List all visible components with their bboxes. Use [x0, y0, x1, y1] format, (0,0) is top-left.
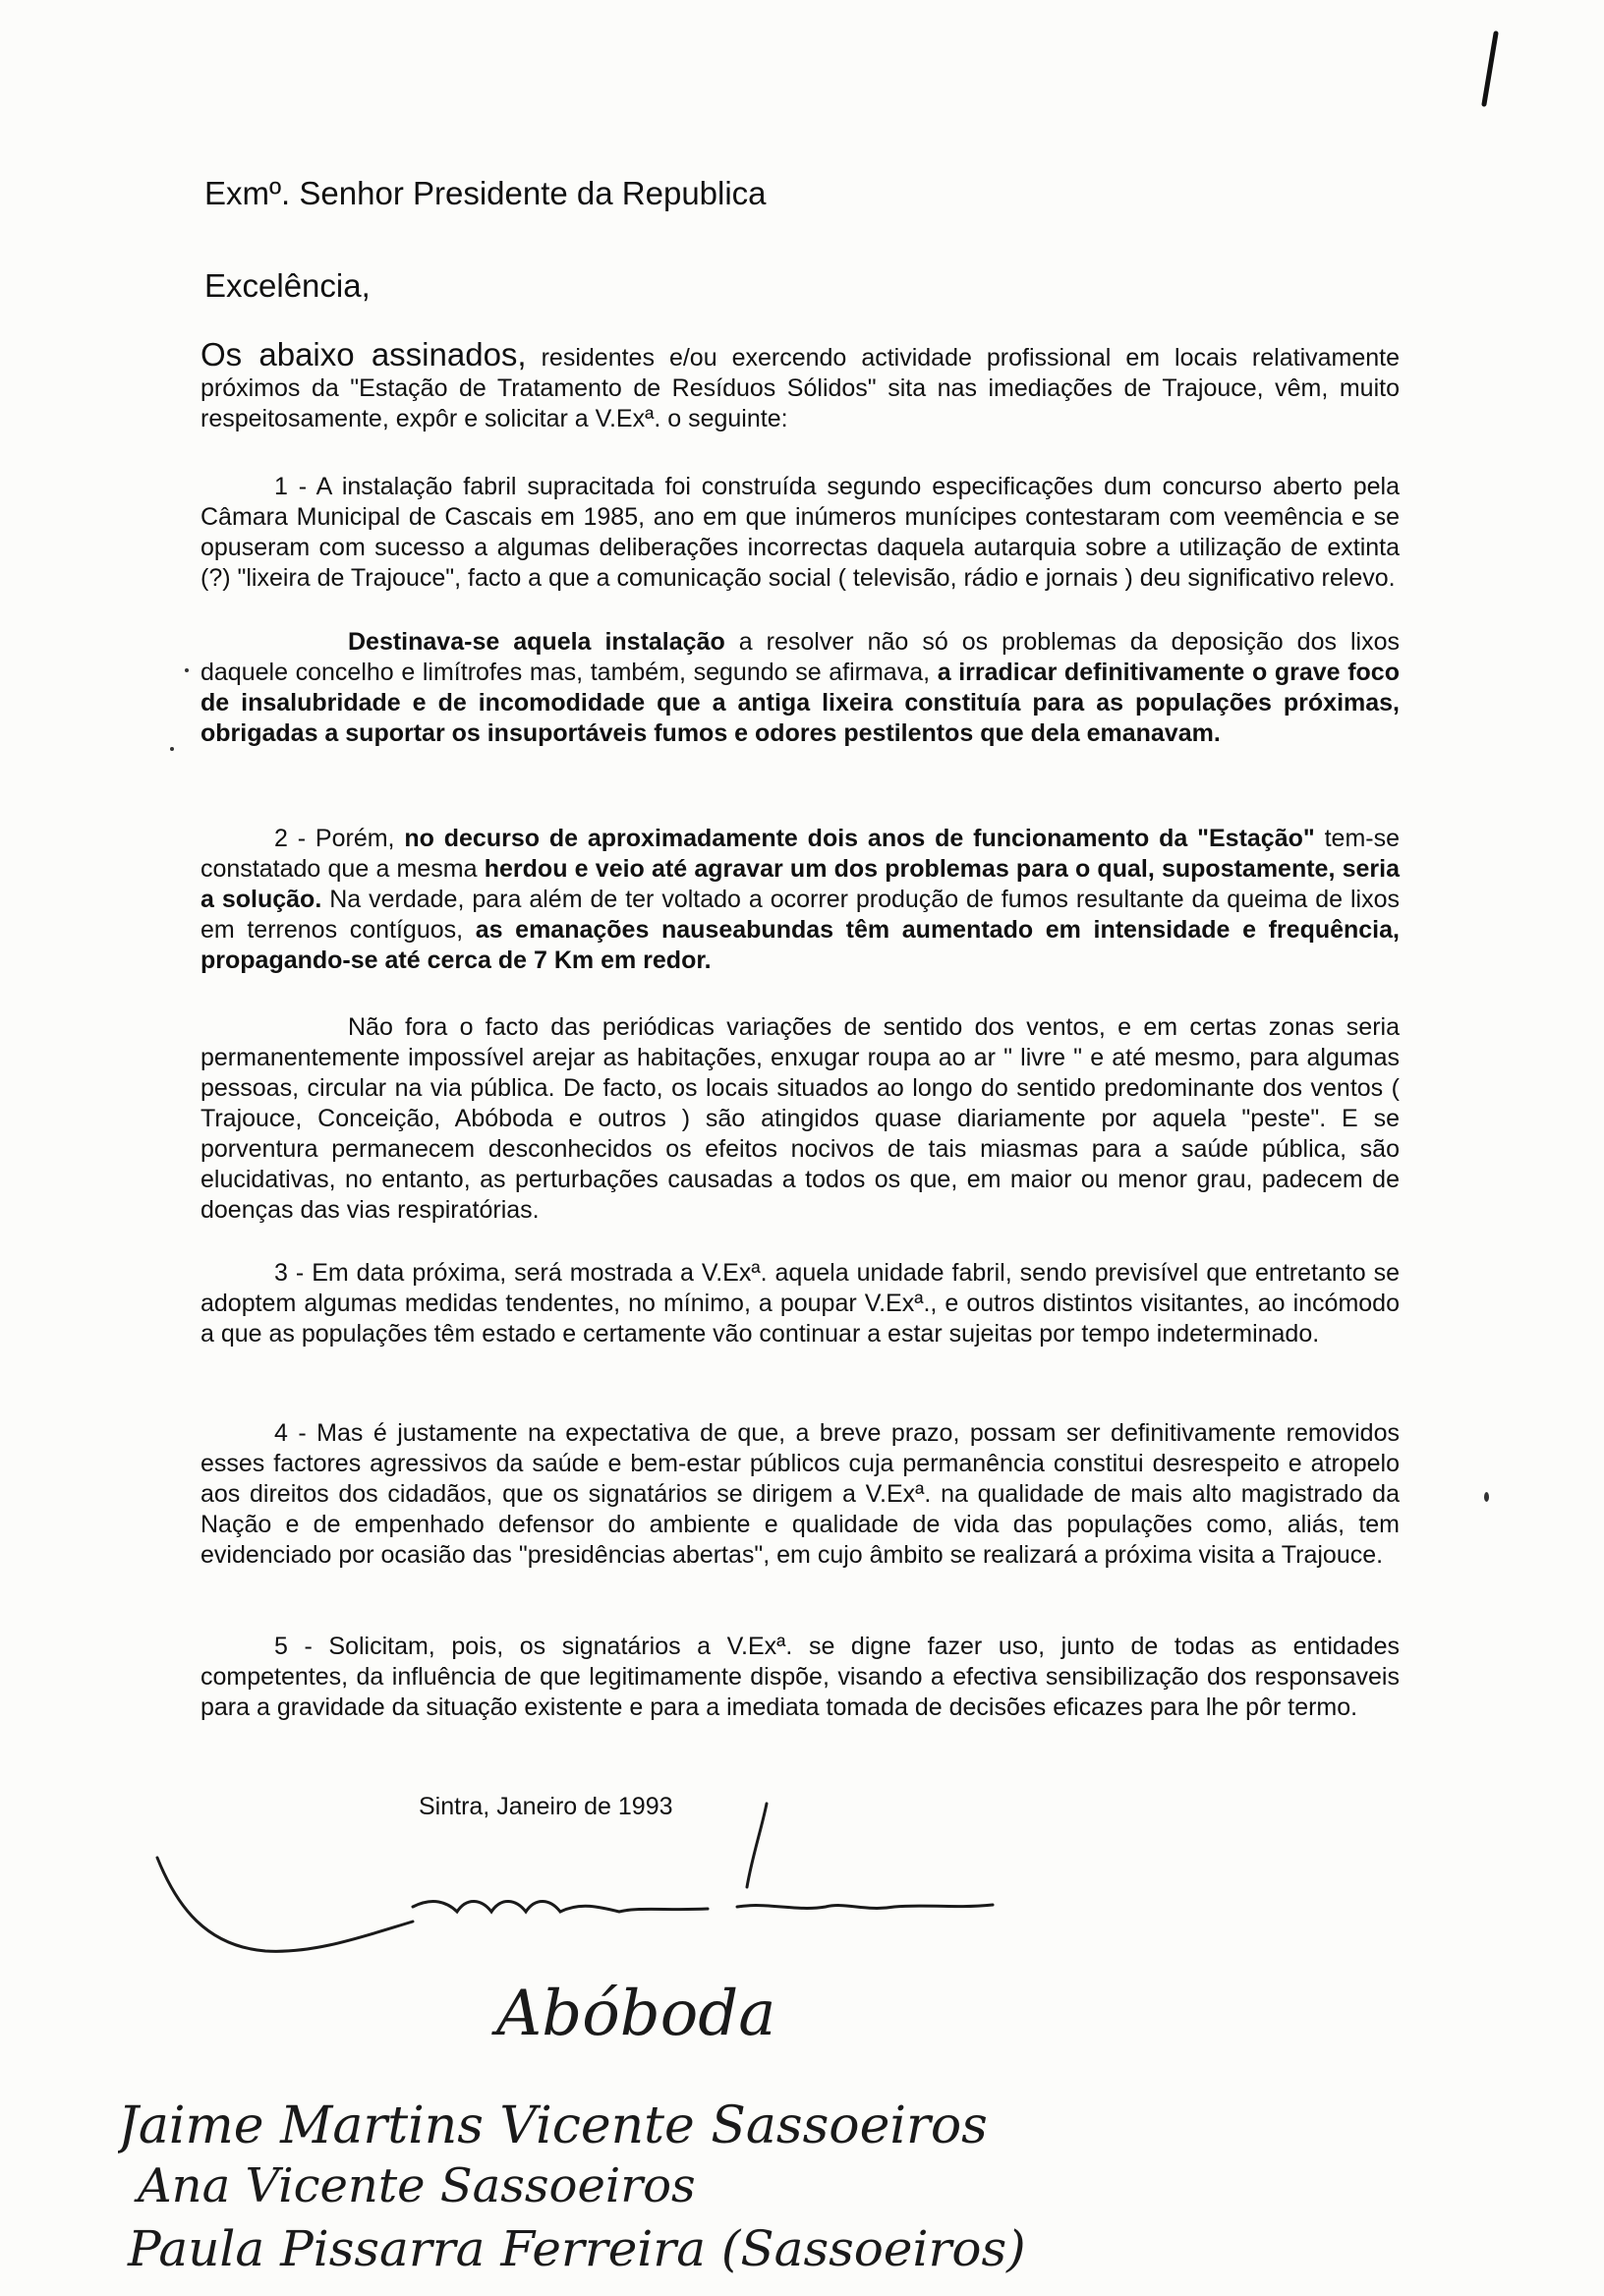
paragraph-2 [200, 824, 1400, 976]
paragraph-1 [200, 472, 1400, 594]
signature-2: Jaime Martins Vicente Sassoeiros [118, 2096, 988, 2155]
signature-3: Ana Vicente Sassoeiros [138, 2158, 696, 2213]
paragraph-3-text: 3 - Em data próxima, será mostrada a V.Exª. aquela unidade fabril, sendo previsível que entretanto se adoptem algumas medidas tendentes, no mínimo, a poupar V.Exª., e outros distintos visitantes, ao incómodo a que as populações têm estado e certamente vão continuar a estar sujeitas por tempo indeterminado. [200, 1259, 1400, 1348]
corner-pen-mark [1474, 29, 1504, 108]
p2-bold-2: herdou e veio até agravar um dos problemas para o qual, supostamente, seria a solução. [200, 855, 1401, 913]
intro-paragraph [200, 336, 1401, 434]
place-date: Sintra, Janeiro de 1993 [419, 1793, 673, 1820]
paragraph-4 [200, 1418, 1400, 1571]
paragraph-4-text: 4 - Mas é justamente na expectativa de que, a breve prazo, possam ser definitivamente removidos esses factores agressivos da saúde e bem-estar públicos cuja permanência constitui desrespeito e atropelo aos direitos dos cidadãos, que os signatários se dirigem a V.Exª. na qualidade de mais alto magistrado da Nação e de empenhado defensor do ambiente e qualidade de vida das populações como, aliás, tem evidenciado por ocasião das "presidências abertas", em cujo âmbito se realizará a próxima visita a Trajouce. [200, 1419, 1400, 1569]
p1b-bold-2: a irradicar definitivamente o grave foco de insalubridade e de incomodidade que a antiga lixeira constituía para as populações próximas, obrigadas a suportar os insuportáveis fumos e odores pestilentos que dela emanavam. [200, 659, 1400, 747]
p2-text-2: tem-se constatado que a mesma [200, 825, 1401, 883]
signature-block [118, 1710, 1238, 2280]
p2-text-1: 2 - Porém, [274, 825, 395, 852]
intro-text: residentes e/ou exercendo actividade profissional em locais relativamente próximos da "Estação de Tratamento de Resíduos Sólidos" sita nas imediações de Trajouce, vêm, muito respeitosamente, expôr e solicitar a V.Exª. o seguinte: [200, 344, 1401, 432]
p2-bold-1: no decurso de aproximadamente dois anos de funcionamento da "Estação" [404, 825, 1315, 852]
scan-speck [185, 668, 189, 672]
intro-lead: Os abaixo assinados, [200, 336, 527, 373]
p2-text-3: Na verdade, para além de ter voltado a ocorrer produção de fumos resultante da queima de lixos em terrenos contíguos, [200, 886, 1401, 944]
scan-speck [1484, 1492, 1489, 1502]
paragraph-2-continued [200, 1012, 1400, 1226]
p1b-bold-1: Destinava-se aquela instalação [348, 628, 725, 656]
paragraph-1-continued [200, 627, 1400, 749]
paragraph-3 [200, 1258, 1400, 1349]
signature-scrawl [157, 1804, 993, 1951]
paragraph-1-text: 1 - A instalação fabril supracitada foi construída segundo especificações dum concurso aberto pela Câmara Municipal de Cascais em 1985, ano em que inúmeros munícipes contestaram com veemência e se opuseram com sucesso a algumas deliberações incorrectas daquela autarquia sobre a utilização de extinta (?) "lixeira de Trajouce", facto a que a comunicação social ( televisão, rádio e jornais ) deu significativo relevo. [200, 473, 1400, 592]
greeting: Excelência, [204, 267, 371, 304]
salutation: Exmº. Senhor Presidente da Republica [204, 175, 767, 211]
signature-1: Abóboda [496, 1978, 776, 2050]
scan-speck [170, 747, 174, 751]
p2b-text: Não fora o facto das periódicas variações de sentido dos ventos, e em certas zonas seria permanentemente impossível arejar as habitações, enxugar roupa ao ar " livre " e até mesmo, para algumas pessoas, circular na via pública. De facto, os locais situados ao longo do sentido predominante dos ventos ( Trajouce, Conceição, Abóboda e outros ) são atingidos quase diariamente por aquela "peste". E se porventura permanecem desconhecidos os efeitos nocivos de tais miasmas para a saúde pública, são elucidativas, no entanto, as perturbações causadas a todos os que, em maior ou menor grau, padecem de doenças das vias respiratórias. [200, 1013, 1400, 1224]
p2-bold-3: as emanações nauseabundas têm aumentado em intensidade e frequência, propagando-se até cerca de 7 Km em redor. [200, 916, 1400, 974]
paragraph-5-text: 5 - Solicitam, pois, os signatários a V.Exª. se digne fazer uso, junto de todas as entidades competentes, da influência de que legitimamente dispõe, visando a efectiva sensibilização dos responsaveis para a gravidade da situação existente e para a imediata tomada de decisões eficazes para lhe pôr termo. [200, 1633, 1400, 1721]
signature-4: Paula Pissarra Ferreira (Sassoeiros) [128, 2220, 1026, 2277]
p1b-text-1: a resolver não só os problemas da deposição dos lixos daquele concelho e limítrofes mas, também, segundo se afirmava, [200, 628, 1400, 686]
